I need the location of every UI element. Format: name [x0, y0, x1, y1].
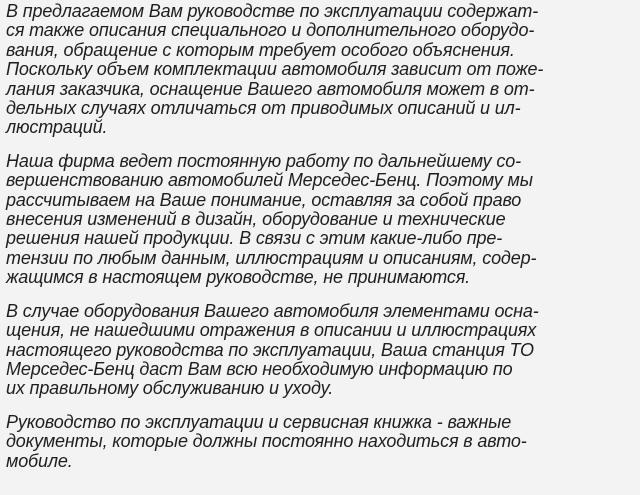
text-line: настоящего руководства по эксплуатации, Ваша станция ТО	[6, 339, 534, 360]
text-line: рассчитываем на Ваше понимание, оставляя за собой право	[6, 189, 522, 210]
text-line: щения, не нашедшими отражения в описании и иллюстрациях	[6, 320, 537, 341]
text-line: Поскольку объем комплектации автомобиля зависит от поже-	[6, 59, 544, 80]
text-line: дельных случаях отличаться от приводимых описаний и ил-	[6, 98, 521, 119]
paragraph-service-station	[6, 302, 632, 399]
text-line: люстраций.	[6, 117, 108, 138]
paragraph-spacer	[6, 288, 632, 302]
text-line: внесения изменений в дизайн, оборудование и технические	[6, 209, 506, 230]
text-line: лания заказчика, оснащение Вашего автомобиля может в от-	[6, 78, 535, 99]
paragraph-spacer	[6, 138, 632, 152]
text-line: их правильному обслуживанию и уходу.	[6, 378, 334, 399]
paragraph-changes-notice	[6, 152, 632, 288]
text-line: мобиле.	[6, 450, 73, 471]
text-line: Руководство по эксплуатации и сервисная книжка - важные	[6, 411, 512, 432]
text-line: Мерседес-Бенц даст Вам всю необходимую информацию по	[6, 358, 513, 379]
text-line: ся также описания специального и дополнительного оборудо-	[6, 20, 535, 41]
text-line: вершенствованию автомобилей Мерседес-Бенц. Поэтому мы	[6, 170, 533, 191]
text-line: В предлагаемом Вам руководстве по эксплуатации содержат-	[6, 1, 539, 21]
paragraph-documents	[6, 413, 632, 471]
text-line: тензии по любым данным, иллюстрациям и описаниям, содер-	[6, 247, 537, 268]
paragraph-spacer	[6, 399, 632, 413]
text-line: жащимся в настоящем руководстве, не принимаются.	[6, 267, 471, 288]
text-line: Наша фирма ведет постоянную работу по дальнейшему со-	[6, 150, 521, 171]
text-line: документы, которые должны постоянно находиться в авто-	[6, 431, 527, 452]
paragraph-options-notice	[6, 2, 632, 138]
text-line: В случае оборудования Вашего автомобиля элементами осна-	[6, 300, 539, 321]
text-line: решения нашей продукции. В связи с этим какие-либо пре-	[6, 228, 503, 249]
text-line: вания, обращение с которым требует особого объяснения.	[6, 39, 515, 60]
